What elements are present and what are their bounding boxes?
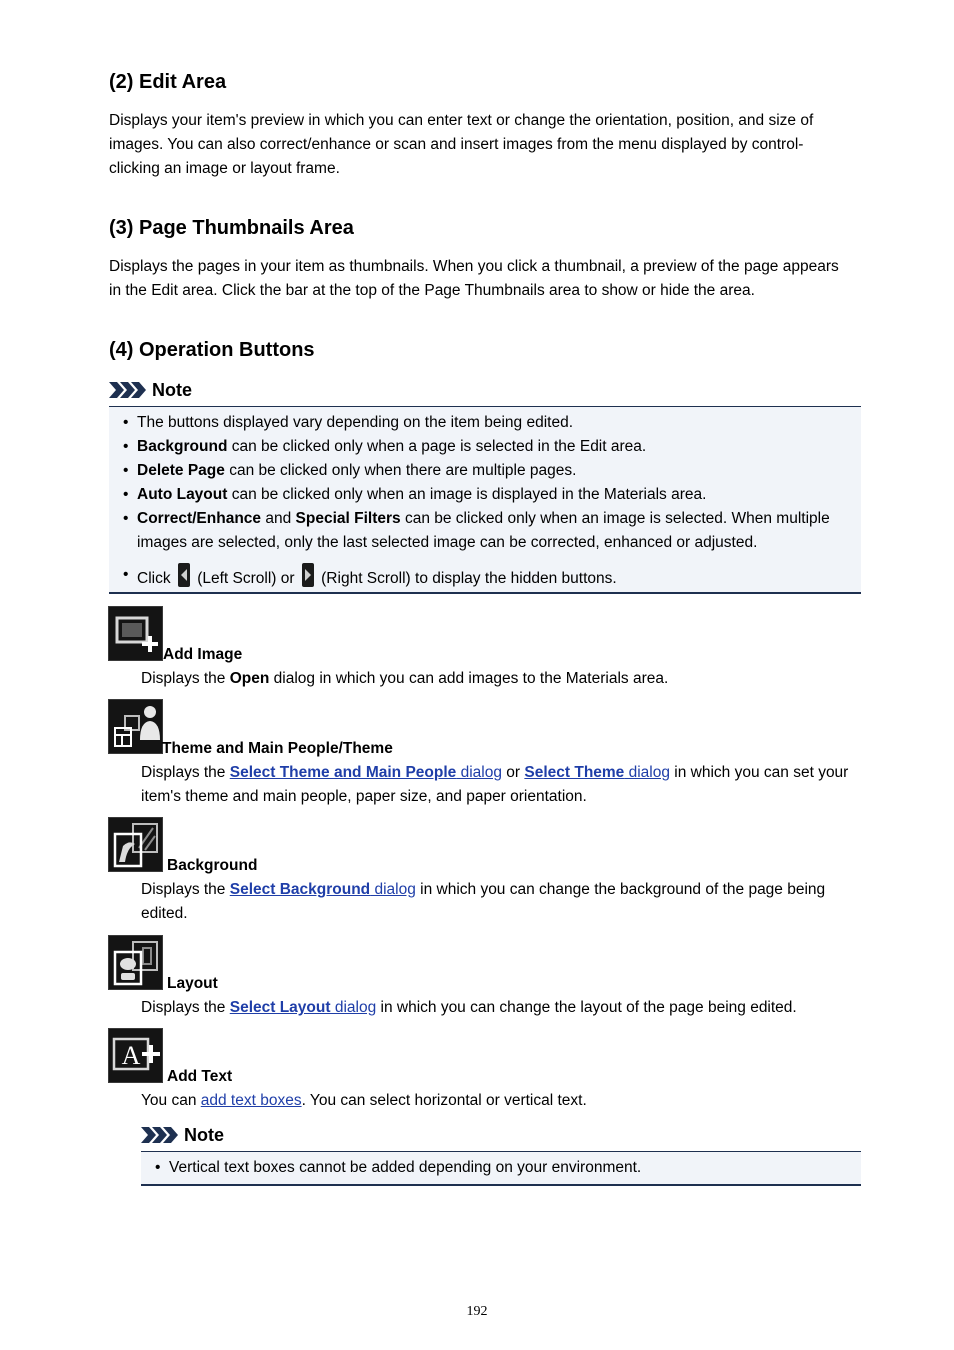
page-thumbnails-description: Displays the pages in your item as thumbnails. When you click a thumbnail, a preview of the page appears in the Edit area. Click the bar at the top of the Page Thumbnails area to show or hide the area. <box>109 258 839 299</box>
add-text-boxes-link[interactable]: add text boxes <box>200 1092 302 1109</box>
background-description: Displays the Select Background dialog in which you can change the background of the page being edited. <box>141 881 826 922</box>
layout-description: Displays the Select Layout dialog in which you can change the layout of the page being edited. <box>141 999 797 1016</box>
theme-people-title: Theme and Main People/Theme <box>162 740 393 757</box>
page-number: 192 <box>466 1304 488 1319</box>
right-scroll-icon <box>302 563 314 587</box>
note-item: • Delete Page can be clicked only when there are multiple pages. <box>109 459 861 483</box>
note-arrows-icon <box>109 381 147 399</box>
add-text-title: Add Text <box>167 1068 233 1085</box>
background-icon <box>108 817 163 872</box>
note-box <box>141 1151 861 1186</box>
note-item: • Correct/Enhance and Special Filters can be clicked only when an image is selected. When multiple images are selected, only the last selected image can be corrected, enhanced or adjusted. <box>109 507 861 555</box>
layout-title: Layout <box>167 975 218 992</box>
note-item: • The buttons displayed vary depending on the item being edited. <box>109 411 861 435</box>
add-image-description: Displays the Open dialog in which you can add images to the Materials area. <box>141 670 669 687</box>
note-arrows-icon <box>141 1126 179 1144</box>
note-item-scroll: • Click (Left Scroll) or (Right Scroll) to display the hidden buttons. <box>109 563 861 591</box>
note-heading <box>141 1123 224 1147</box>
select-theme-link[interactable]: Select Theme dialog <box>524 764 670 781</box>
note-label: Note <box>152 379 192 400</box>
note-label: Note <box>184 1124 224 1145</box>
background-title: Background <box>167 857 258 874</box>
note-list <box>109 411 861 591</box>
heading-page-thumbnails-area: (3) Page Thumbnails Area <box>109 217 354 239</box>
theme-people-icon <box>108 699 163 754</box>
add-image-icon <box>108 606 163 661</box>
add-image-title: Add Image <box>163 646 243 663</box>
note-list <box>141 1156 861 1180</box>
note-item: • Vertical text boxes cannot be added depending on your environment. <box>141 1156 861 1180</box>
add-text-description: You can add text boxes. You can select horizontal or vertical text. <box>141 1092 587 1109</box>
heading-operation-buttons: (4) Operation Buttons <box>109 339 315 361</box>
svg-text:A: A <box>121 1041 141 1070</box>
note-item: • Background can be clicked only when a page is selected in the Edit area. <box>109 435 861 459</box>
note-item: • Auto Layout can be clicked only when an image is displayed in the Materials area. <box>109 483 861 507</box>
layout-icon <box>108 935 163 990</box>
theme-people-description: Displays the Select Theme and Main People dialog or Select Theme dialog in which you can set your item's theme and main people, paper size, and paper orientation. <box>141 764 849 805</box>
add-text-icon <box>108 1028 163 1083</box>
select-theme-main-people-link[interactable]: Select Theme and Main People dialog <box>229 764 502 781</box>
select-background-link[interactable]: Select Background dialog <box>229 881 416 898</box>
note-box <box>109 406 861 594</box>
select-layout-link[interactable]: Select Layout dialog <box>229 999 377 1016</box>
note-heading <box>109 378 192 402</box>
left-scroll-icon <box>178 563 190 587</box>
heading-edit-area: (2) Edit Area <box>109 71 227 93</box>
edit-area-description: Displays your item's preview in which you can enter text or change the orientation, position, and size of images. You can also correct/enhance or scan and insert images from the menu displayed by control-clicking an image or layout frame. <box>109 112 814 177</box>
